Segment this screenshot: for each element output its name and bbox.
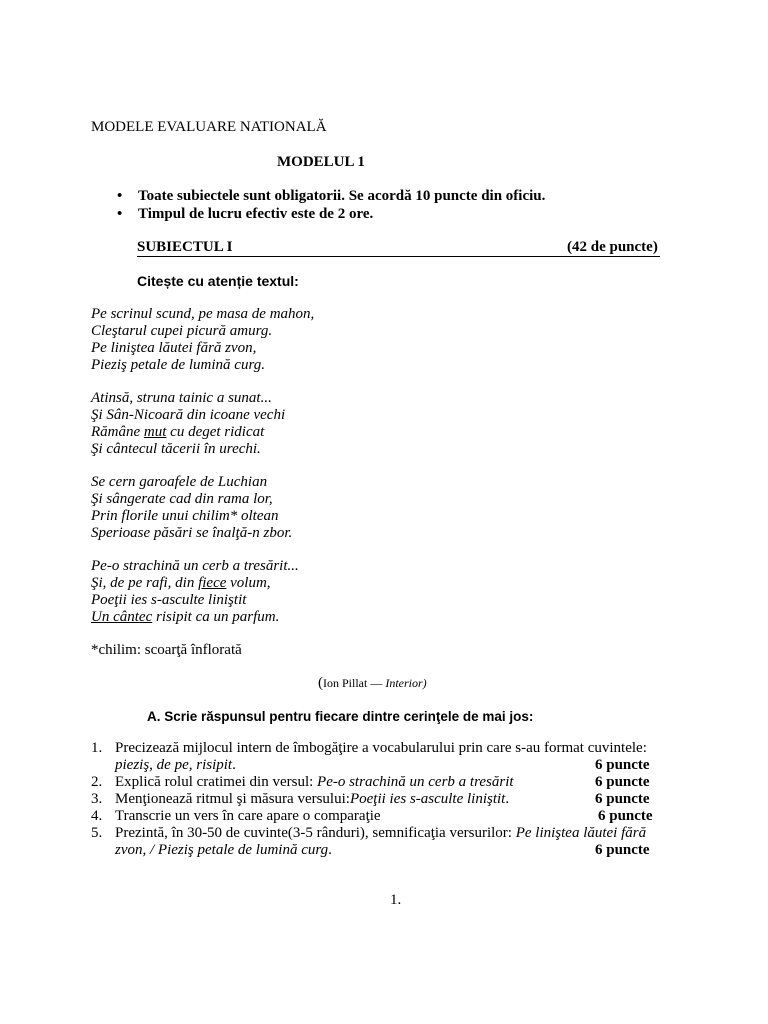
poem-line: Pieziş petale de lumină curg. <box>91 357 265 373</box>
question-text <box>115 825 646 842</box>
question-points: 6 puncte <box>595 791 650 807</box>
subject-label: SUBIECTUL I <box>137 239 233 255</box>
model-title: MODELUL 1 <box>277 154 365 170</box>
poem-line: Sperioase păsări se înalţă-n zbor. <box>91 525 293 541</box>
read-instruction: Citește cu atenție textul: <box>137 273 299 289</box>
question-text: Precizează mijlocul intern de îmbogăţire a vocabularului prin care s-au format cuvintele: <box>115 740 647 756</box>
question-tail: . <box>328 842 332 858</box>
question-italic: Pe liniştea lăutei fără <box>515 825 647 841</box>
question-number: 1. <box>91 740 103 756</box>
poem-line: Pe-o strachină un cerb a tresărit... <box>91 558 299 574</box>
question-continuation <box>115 757 236 774</box>
section-a-title: A. Scrie răspunsul pentru fiecare dintre cerinţele de mai jos: <box>147 709 534 724</box>
document-title: MODELE EVALUARE NATIONALĂ <box>91 119 327 135</box>
question-body: Menţionează ritmul şi măsura versului: <box>115 791 350 807</box>
question-tail: . <box>505 791 510 807</box>
question-italic: Pe-o strachină un cerb a tresărit <box>317 774 514 790</box>
subject-underline <box>137 256 660 257</box>
question-points: 6 puncte <box>595 774 650 790</box>
page-number: 1. <box>390 892 402 908</box>
poem-line: Cleştarul cupei picură amurg. <box>91 323 273 339</box>
source-citation <box>318 675 427 692</box>
question-text <box>115 791 509 808</box>
poem-line: Şi cântecul tăcerii în urechi. <box>91 441 261 457</box>
poem-line: Se cern garoafele de Luchian <box>91 474 268 490</box>
question-tail: . <box>232 757 236 773</box>
source-paren: ( <box>318 675 323 691</box>
question-points: 6 puncte <box>595 757 650 773</box>
rule-text: Timpul de lucru efectiv este de 2 ore. <box>138 206 374 222</box>
poem-line <box>91 424 285 441</box>
bullet-icon: • <box>117 206 123 222</box>
rule-item <box>117 206 122 223</box>
underlined-word: fiece <box>198 575 227 591</box>
question-body: Explică rolul cratimei din versul: <box>115 774 318 790</box>
rule-text: Toate subiectele sunt obligatorii. Se acordă 10 puncte din oficiu. <box>138 188 546 204</box>
question-italic: Poeţii ies s-asculte liniştit <box>349 791 506 807</box>
subject-points: (42 de puncte) <box>567 239 658 255</box>
poem-stanza-4 <box>91 558 299 626</box>
question-number: 4. <box>91 808 103 824</box>
poem-text: volum, <box>226 575 271 591</box>
bullet-icon: • <box>117 188 123 204</box>
poem-text: risipit ca un parfum. <box>152 609 280 625</box>
question-continuation <box>115 842 332 859</box>
poem-line: Poeţii ies s-asculte liniştit <box>91 592 247 608</box>
poem-text: cu deget ridicat <box>166 424 265 440</box>
question-text: Transcrie un vers în care apare o comparaţie <box>115 808 381 824</box>
rule-item <box>117 188 122 205</box>
poem-stanza-1 <box>91 306 314 374</box>
poem-line <box>91 609 299 626</box>
poem-text: Şi, de pe rafi, din <box>91 575 199 591</box>
poem-stanza-3 <box>91 474 292 542</box>
poem-stanza-2 <box>91 390 285 458</box>
question-italic: pieziş, de pe, risipit <box>115 757 233 773</box>
source-work: Interior) <box>385 676 427 690</box>
source-author: Ion Pillat — <box>323 676 386 690</box>
underlined-word: mut <box>143 424 167 440</box>
poem-line: Atinsă, struna tainic a sunat... <box>91 390 272 406</box>
poem-line: Pe scrinul scund, pe masa de mahon, <box>91 306 315 322</box>
poem-line: Prin florile unui chilim* oltean <box>91 508 279 524</box>
poem-line <box>91 575 299 592</box>
question-body: Prezintă, în 30-50 de cuvinte(3-5 rânduri), semnificaţia versurilor: <box>115 825 516 841</box>
underlined-word: Un cântec <box>91 609 153 625</box>
question-italic: zvon, / Pieziş petale de lumină curg <box>115 842 329 858</box>
question-points: 6 puncte <box>595 842 650 858</box>
poem-text: Rămâne <box>91 424 144 440</box>
question-number: 3. <box>91 791 103 807</box>
poem-line: Şi Sân-Nicoară din icoane vechi <box>91 407 286 423</box>
poem-line: Şi sângerate cad din rama lor, <box>91 491 273 507</box>
question-number: 2. <box>91 774 103 790</box>
footnote: *chilim: scoarţă înflorată <box>91 642 242 658</box>
poem-line: Pe liniştea lăutei fără zvon, <box>91 340 257 356</box>
question-points: 6 puncte <box>598 808 653 824</box>
question-text <box>115 774 514 791</box>
question-number: 5. <box>91 825 103 841</box>
